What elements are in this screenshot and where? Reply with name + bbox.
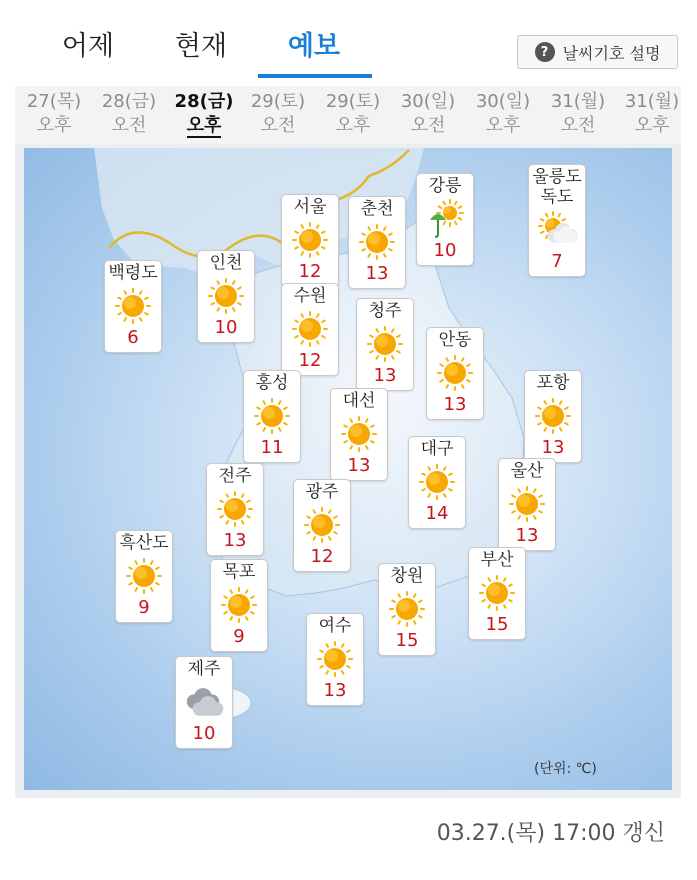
city-temperature: 13 <box>347 455 371 476</box>
help-button-label: 날씨기호 설명 <box>562 43 661 63</box>
time-slot-29-pm[interactable]: 29(토) 오후 <box>325 91 381 136</box>
city-temperature: 9 <box>233 626 245 647</box>
city-name: 인천 <box>209 253 243 273</box>
city-name: 전주 <box>218 466 252 486</box>
city-name: 흑산도 <box>119 533 169 553</box>
city-name: 창원 <box>390 566 424 586</box>
city-card-ulsan[interactable] <box>498 458 556 551</box>
city-temperature: 13 <box>223 530 247 551</box>
city-card-busan[interactable] <box>468 547 526 640</box>
city-name: 서울 <box>293 197 327 217</box>
sun-umbrella-icon <box>424 198 466 240</box>
city-name: 대구 <box>420 439 454 459</box>
city-card-pohang[interactable] <box>524 370 582 463</box>
tab-forecast[interactable]: 예보 <box>287 31 341 62</box>
sunny-icon <box>289 308 331 350</box>
city-card-jeju[interactable] <box>175 656 233 749</box>
city-card-daeseon[interactable] <box>330 388 388 481</box>
sunny-icon <box>364 323 406 365</box>
tab-current[interactable]: 현재 <box>174 31 228 62</box>
time-slot-29-am[interactable]: 29(토) 오전 <box>250 91 306 136</box>
city-temperature: 15 <box>395 630 419 651</box>
city-name: 대선 <box>342 391 376 411</box>
city-card-chuncheon[interactable] <box>348 196 406 289</box>
city-name: 홍성 <box>255 373 289 393</box>
city-name: 강릉 <box>428 176 462 196</box>
tab-yesterday[interactable]: 어제 <box>61 31 115 62</box>
city-card-seoul[interactable] <box>281 194 339 287</box>
sunny-icon <box>301 504 343 546</box>
time-slot-31-pm[interactable]: 31(월) 오후 <box>624 91 680 136</box>
sunny-icon <box>416 461 458 503</box>
time-slot-30-pm[interactable]: 30(일) 오후 <box>475 91 531 136</box>
city-card-suwon[interactable] <box>281 283 339 376</box>
sunny-icon <box>289 219 331 261</box>
city-card-cheongju[interactable] <box>356 298 414 391</box>
city-card-gangneung[interactable] <box>416 173 474 266</box>
sunny-icon <box>251 395 293 437</box>
city-card-gwangju[interactable] <box>293 479 351 572</box>
sunny-icon <box>123 555 165 597</box>
city-temperature: 10 <box>214 317 238 338</box>
sunny-icon <box>214 488 256 530</box>
sun-cloud-icon <box>536 209 578 251</box>
city-card-yeosu[interactable] <box>306 613 364 706</box>
question-icon: ? <box>535 42 555 62</box>
city-card-baengnyeongdo[interactable] <box>104 260 162 353</box>
city-name: 춘천 <box>360 199 394 219</box>
time-slot-31-am[interactable]: 31(월) 오전 <box>550 91 606 136</box>
city-temperature: 11 <box>260 437 284 458</box>
sunny-icon <box>506 483 548 525</box>
unit-label: (단위: ℃) <box>534 761 597 777</box>
city-card-incheon[interactable] <box>197 250 255 343</box>
city-temperature: 9 <box>138 597 150 618</box>
sunny-icon <box>356 221 398 263</box>
city-temperature: 12 <box>298 261 322 282</box>
city-temperature: 15 <box>485 614 509 635</box>
city-name: 제주 <box>187 659 221 679</box>
city-temperature: 13 <box>515 525 539 546</box>
city-temperature: 12 <box>310 546 334 567</box>
city-name: 목포 <box>222 562 256 582</box>
sunny-icon <box>338 413 380 455</box>
city-name: 울산 <box>510 461 544 481</box>
city-temperature: 10 <box>192 723 216 744</box>
city-card-jeonju[interactable] <box>206 463 264 556</box>
time-slot-selector <box>15 86 681 144</box>
sunny-icon <box>218 584 260 626</box>
sunny-icon <box>205 275 247 317</box>
city-card-heuksando[interactable] <box>115 530 173 623</box>
city-temperature: 13 <box>365 263 389 284</box>
city-temperature: 14 <box>425 503 449 524</box>
active-tab-underline <box>258 74 372 78</box>
city-name: 광주 <box>305 482 339 502</box>
time-slot-28-am[interactable]: 28(금) 오전 <box>101 91 157 136</box>
sunny-icon <box>386 588 428 630</box>
time-slot-30-am[interactable]: 30(일) 오전 <box>400 91 456 136</box>
time-slot-28-pm[interactable]: 28(금) 오후 <box>174 91 234 136</box>
city-temperature: 13 <box>541 437 565 458</box>
city-temperature: 6 <box>127 327 139 348</box>
weather-symbol-help-button[interactable] <box>517 35 678 69</box>
city-name: 포항 <box>536 373 570 393</box>
updated-timestamp: 03.27.(목) 17:00 갱신 <box>436 821 665 846</box>
city-name: 여수 <box>318 616 352 636</box>
time-slot-27-pm[interactable]: 27(목) 오후 <box>26 91 82 136</box>
city-temperature: 13 <box>443 394 467 415</box>
city-card-daegu[interactable] <box>408 436 466 529</box>
city-card-changwon[interactable] <box>378 563 436 656</box>
view-tabs <box>0 0 697 84</box>
city-temperature: 12 <box>298 350 322 371</box>
city-name: 울릉도 독도 <box>532 167 582 207</box>
city-card-andong[interactable] <box>426 327 484 420</box>
cloudy-icon <box>183 681 225 723</box>
city-name: 백령도 <box>108 263 158 283</box>
city-card-ulleungdo[interactable] <box>528 164 586 277</box>
city-temperature: 7 <box>551 251 563 272</box>
sunny-icon <box>112 285 154 327</box>
city-name: 부산 <box>480 550 514 570</box>
city-temperature: 10 <box>433 240 457 261</box>
city-temperature: 13 <box>323 680 347 701</box>
city-card-hongseong[interactable] <box>243 370 301 463</box>
city-name: 수원 <box>293 286 327 306</box>
sunny-icon <box>532 395 574 437</box>
sunny-icon <box>434 352 476 394</box>
sunny-icon <box>476 572 518 614</box>
city-name: 안동 <box>438 330 472 350</box>
city-name: 청주 <box>368 301 402 321</box>
sunny-icon <box>314 638 356 680</box>
city-card-mokpo[interactable] <box>210 559 268 652</box>
city-temperature: 13 <box>373 365 397 386</box>
